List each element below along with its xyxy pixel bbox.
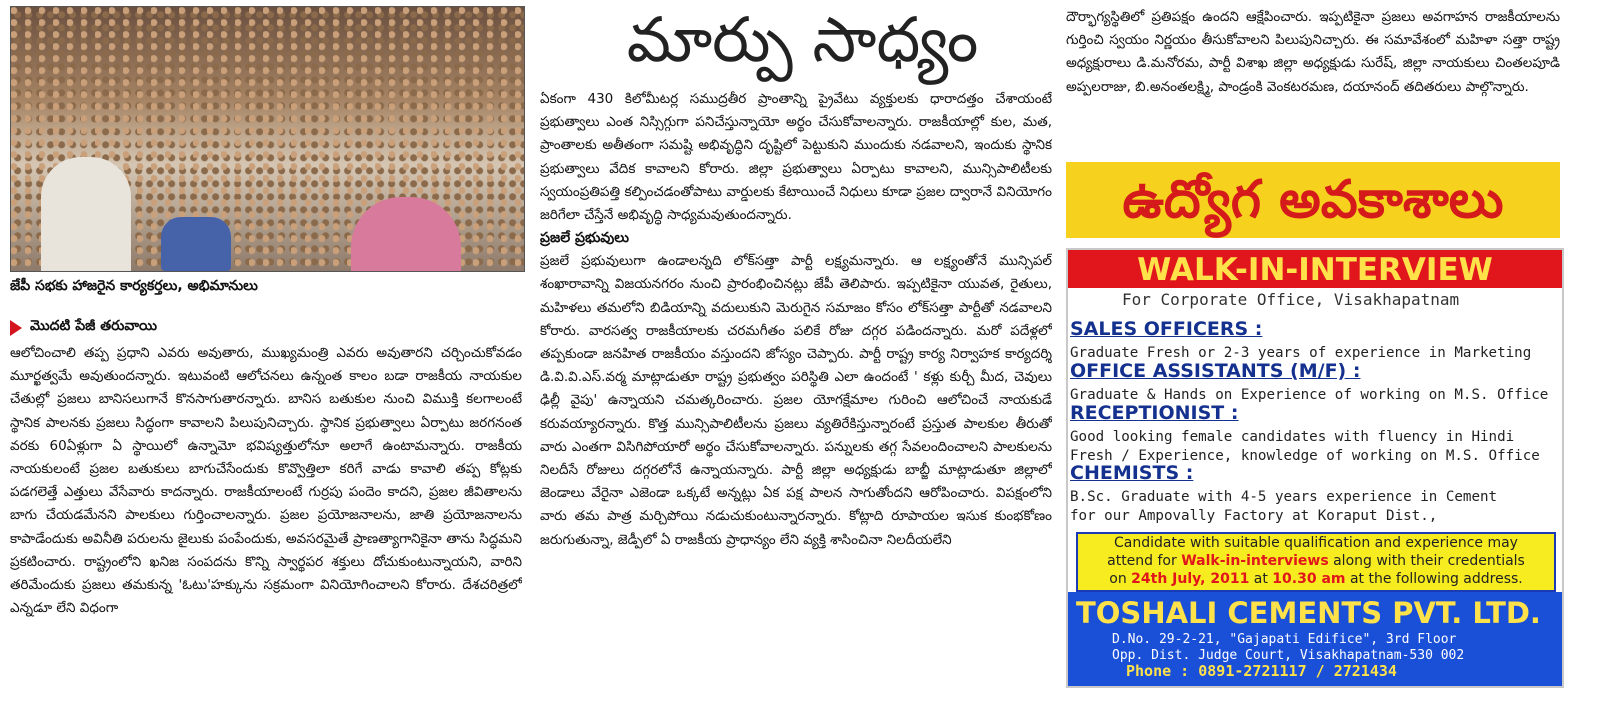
note-text: attend for [1107,553,1182,569]
interview-time: 10.30 am [1272,571,1346,587]
right-column-text [1066,6,1560,142]
continued-label: మొదటి పేజీ తరువాయి [30,318,157,334]
position-line: B.Sc. Graduate with 4-5 years experience in Cement [1070,489,1498,505]
position-line: Graduate Fresh or 2-3 years of experience in Marketing [1070,345,1532,361]
position-line: Fresh / Experience, knowledge of working on M.S. Office [1070,448,1540,464]
note-text: along with their credentials [1328,553,1525,569]
middle-column-text [540,88,1052,708]
article-body-para1: ఏకంగా 430 కిలోమీటర్ల సముద్రతీర ప్రాంతాన్ని ప్రైవేటు వ్యక్తులకు ధారాదత్తం చేశాయంటే ప్రభుత్వాలు ఎంత నిస్సిగ్గుగా పనిచేస్తున్నాయో అర్థం చేసుకోవాలన్నారు. రాజకీయాల్లో కుల, మత, ప్రాంతాలకు అతీతంగా సమష్టి అభివృద్ధిని దృష్టిలో పెట్టుకుని ముందుకు నడవాలని, ఇందుకు స్థానిక ప్రభుత్వాలు వేదిక కావాలని కోరారు. జిల్లా ప్రభుత్వాలు ఏర్పాటు కావాలని, మున్సిపాలిటీలకు స్వయంప్రతిపత్తి కల్పించడంతోపాటు వార్డులకు కేటాయించే నిధులు కూడా ప్రజల ద్వారానే వినియోగం జరిగేలా చేస్తేనే అభివృద్ధి సాధ్యమవుతుందన్నారు. [540,91,1052,224]
position-line: Good looking female candidates with fluency in Hindi [1070,429,1515,445]
crowd-photo [10,6,525,272]
ad-subheadline: For Corporate Office, Visakhapatnam [1122,290,1460,309]
note-line-1: Candidate with suitable qualification and experience may [1114,535,1518,551]
interview-date: 24th July, 2011 [1131,571,1250,587]
position-line: for our Ampovally Factory at Koraput Dist., [1070,508,1438,524]
position-title: OFFICE ASSISTANTS (M/F) : [1070,360,1361,382]
company-address-line: D.No. 29-2-21, "Gajapati Edifice", 3rd Floor [1112,632,1457,647]
company-footer [1068,592,1562,686]
note-text: at the following address. [1345,571,1523,587]
article-subheading: ప్రజలే ప్రభువులు [540,230,630,247]
article-body-left: ఆలోచించాలి తప్ప ప్రధాని ఎవరు అవుతారు, ముఖ్యమంత్రి ఎవరు అవుతారని చర్చించుకోవడం మూర్ఖత్వమే అవుతుందన్నారు. ఇటువంటి ఆలోచనలు ఉన్నంత కాలం బడా రాజకీయ నాయకుల చేతుల్లో ప్రజలు బానిసలుగానే కొనసాగుతారన్నారు. బానిస బతుకుల నుంచి విముక్తి కలగాలంటే స్థానిక పాలనకు ప్రజలు సిద్ధంగా కావాలని పిలుపునిచ్చారు. స్థానిక ప్రభుత్వాలు ఏర్పాటు జరగనంత వరకు 60ఏళ్లుగా ఏ స్థాయిలో ఉన్నామో భవిష్యత్తులోనూ అలాగే ఉంటామన్నారు. రాజకీయ నాయకులంటే ప్రజల బతుకులు బాగుచేసేందుకు కొవ్వొత్తిలా కరిగే వాడు కావాలి తప్ప కోట్లకు పడగలెత్తే ఎత్తులు వేసేవారు కాదన్నారు. రాజకీయాలంటే గుర్రపు పందెం కాదని, ప్రజల జీవితాలను బాగు చేయడమేనని పాలకులు గుర్తించాలన్నారు. ప్రజల ప్రయోజనాలను, జాతి ప్రయోజనాలను కాపాడేందుకు అవినీతి పరులను జైలుకు పంపేందుకు, అవసరమైతే ప్రాణత్యాగానికైనా తాను సిద్ధమని ప్రకటించారు. రాష్ట్రంలోని ఖనిజ సంపదను కొన్ని స్వార్థపర శక్తులు దోచుకుంటున్నాయని, వారిని తరిమేందుకు ప్రజలు తమకున్న 'ఓటు'హక్కును సక్రమంగా వినియోగించాలని కోరారు. దేశచరిత్రలో ఎన్నడూ లేని విధంగా [10,345,522,617]
position-title: RECEPTIONIST : [1070,402,1239,424]
company-phone: Phone : 0891-2721117 / 2721434 [1126,662,1397,680]
article-body-right: దౌర్భాగ్యస్థితిలో ప్రతిపక్షం ఉందని ఆక్షేపించారు. ఇప్పటికైనా ప్రజలు అవగాహన రాజకీయాలను గుర్తించి స్వయం నిర్ణయం తీసుకోవాలని పిలుపునిచ్చారు. ఈ సమావేశంలో మహిళా సత్తా రాష్ట్ర అధ్యక్షురాలు డి.మనోరమ, పార్టీ విశాఖ జిల్లా అధ్యక్షుడు సురేష్, జిల్లా నాయకులు చింతలపూడి అప్పలరాజు, బి.అనంతలక్ష్మి, పాండ్రంకి వెంకటరమణ, దయానంద్ తదితరులు పాల్గొన్నారు. [1066,9,1560,95]
note-text: at [1249,571,1273,587]
left-column-text [10,342,522,708]
walk-in-interview-ad [1066,248,1564,688]
continued-from-front-page [10,318,157,337]
position-line: Graduate & Hands on Experience of working on M.S. Office [1070,387,1549,403]
note-line-3 [1078,570,1554,588]
walk-in-note [1076,532,1556,592]
company-address-line: Opp. Dist. Judge Court, Visakhapatnam-530 002 [1112,648,1465,663]
note-highlight: Walk-in-interviews [1181,553,1329,569]
note-line-2 [1078,552,1554,570]
company-name: TOSHALI CEMENTS PVT. LTD. [1076,596,1541,630]
photo-caption: జేపీ సభకు హాజరైన కార్యకర్తలు, అభిమానులు [10,278,258,294]
note-text: on [1109,571,1132,587]
position-title: SALES OFFICERS : [1070,318,1263,340]
position-title: CHEMISTS : [1070,462,1194,484]
article-body-para2: ప్రజలే ప్రభువులుగా ఉండాలన్నది లోక్‌సత్తా పార్టీ లక్ష్యమన్నారు. ఆ లక్ష్యంతోనే మున్సిపల్ శంఖారావాన్ని విజయనగరం నుంచి ప్రారంభించినట్లు జేపీ తెలిపారు. ఇప్పటికైనా యువత, రైతులు, మహిళలు తమలోని బిడియాన్ని వదులుకుని మెరుగైన సమాజం కోసం లోక్‌సత్తా పార్టీతో నడవాలని కోరారు. వారసత్వ రాజకీయాలకు చరమగీతం పలికే రోజు దగ్గర పడిందన్నారు. మరో పదేళ్లలో తప్పకుండా జనహిత రాజకీయం వస్తుందని జోస్యం చెప్పారు. పార్టీ రాష్ట్ర కార్య నిర్వాహక కార్యదర్శి డి.వి.వి.ఎస్.వర్మ మాట్లాడుతూ రాష్ట్ర ప్రభుత్వం పరిస్థితి ఎలా ఉందంటే ' కళ్లు కుర్చీ మీద, చెవులు ఢిల్లీ వైపు' ఉన్నాయని చమత్కరించారు. ప్రజల యోగక్షేమాల గురించి ఆలోచించే నాయకుడే కరువయ్యారన్నారు. కొత్త మున్సిపాలిటీలను ప్రజలు వ్యతిరేకిస్తున్నారంటే ప్రస్తుత పాలకుల తీరుతో వారు ఎంతగా విసిగిపోయారో అర్థం చేసుకోవాలన్నారు. పన్నులకు తగ్గ సేవలందించాలని పాలకులను నిలదీసే రోజులు దగ్గరలోనే ఉన్నాయన్నారు. పార్టీ జిల్లా అధ్యక్షుడు బాబ్జీ మాట్లాడుతూ జిల్లాలో జెండాలు వేరైనా ఎజెండా ఒక్కటే అన్నట్లు ఏక పక్ష పాలన సాగుతోందని ఆరోపించారు. విపక్షంలోని వారు తమ పాత్ర మర్చిపోయి నడుచుకుంటున్నారన్నారు. కోట్లాది రూపాయల ఇసుక కుంభకోణం జరుగుతున్నా, జెడ్పీలో ఏ రాజకీయ ప్రాధాన్యం లేని వ్యక్తి శాసించినా నిలదీయలేని [540,253,1052,548]
triangle-bullet-icon [10,320,22,336]
job-opportunities-banner: ఉద్యోగ అవకాశాలు [1066,162,1560,238]
ad-headline: WALK-IN-INTERVIEW [1068,250,1562,288]
article-headline: మార్పు సాధ్యం [626,3,979,76]
